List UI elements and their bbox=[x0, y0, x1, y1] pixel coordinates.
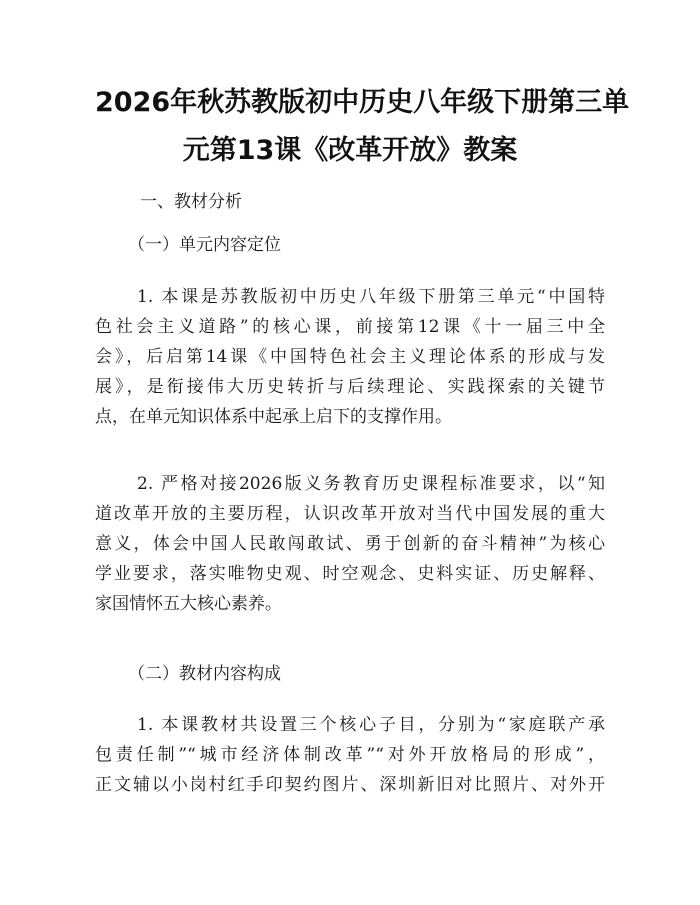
paragraph-line: 色社会主义道路”的核心课，前接第12课《十一届三中全 bbox=[95, 317, 605, 337]
paragraph-line: 点，在单元知识体系中起承上启下的支撑作用。 bbox=[95, 407, 452, 427]
paragraph-line: 会》，后启第14课《中国特色社会主义理论体系的形成与发 bbox=[95, 347, 605, 367]
document-title-line-1: 2026年秋苏教版初中历史八年级下册第三单 bbox=[95, 87, 630, 118]
paragraph-line: 1. 本课是苏教版初中历史八年级下册第三单元“中国特 bbox=[137, 287, 605, 307]
paragraph-line: 包责任制”“城市经济体制改革”“对外开放格局的形成”， bbox=[95, 745, 605, 765]
paragraph-line: 正文辅以小岗村红手印契约图片、深圳新旧对比照片、对外开 bbox=[95, 775, 605, 795]
document-title-line-2: 元第13课《改革开放》教案 bbox=[182, 135, 518, 166]
paragraph-line: 1. 本课教材共设置三个核心子目，分别为“家庭联产承 bbox=[137, 715, 605, 735]
paragraph-line: 学业要求，落实唯物史观、时空观念、史料实证、历史解释、 bbox=[95, 564, 605, 584]
paragraph-line: 2. 严格对接2026版义务教育历史课程标准要求，以“知 bbox=[137, 474, 605, 494]
paragraph-unit-position-2 bbox=[95, 469, 605, 619]
subsection-heading-unit-position: （一）单元内容定位 bbox=[128, 235, 281, 255]
subsection-heading-content-structure: （二）教材内容构成 bbox=[128, 664, 281, 684]
paragraph-line: 家国情怀五大核心素养。 bbox=[95, 594, 282, 614]
paragraph-line: 道改革开放的主要历程，认识改革开放对当代中国发展的重大 bbox=[95, 504, 605, 524]
paragraph-line: 意义，体会中国人民敢闯敢试、勇于创新的奋斗精神”为核心 bbox=[95, 534, 605, 554]
paragraph-line: 展》，是衔接伟大历史转折与后续理论、实践探索的关键节 bbox=[95, 377, 605, 397]
paragraph-content-structure-1 bbox=[95, 710, 605, 800]
paragraph-unit-position-1 bbox=[95, 282, 605, 432]
section-heading: 一、教材分析 bbox=[140, 192, 242, 212]
